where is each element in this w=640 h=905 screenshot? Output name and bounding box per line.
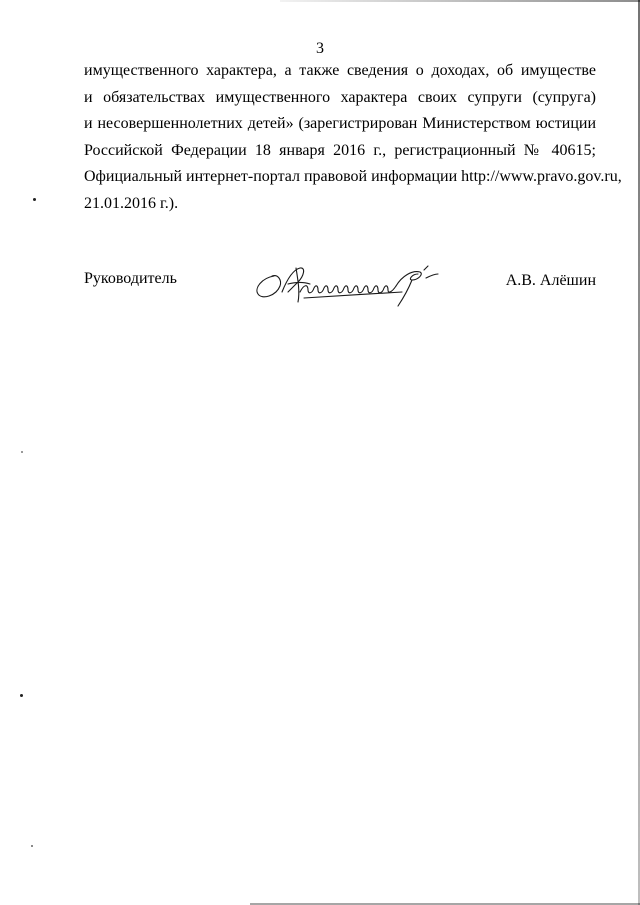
scan-speck [33,198,36,201]
body-line: и обязательствах имущественного характера своих супруги (супруга) [84,88,596,106]
body-line: Российской Федерации 18 января 2016 г., регистрационный № 40615; [84,141,596,159]
page-number: 3 [316,40,324,57]
handwritten-signature [252,262,448,308]
body-line: Официальный интернет-портал правовой информации http://www.pravo.gov.ru, [84,168,622,185]
scan-edge-top [280,0,640,2]
body-line: имущественного характера, а также сведения о доходах, об имуществе [84,62,596,79]
body-paragraph [84,58,622,217]
signatory-name: А.В. Алёшин [505,272,596,289]
body-line: 21.01.2016 г.). [84,194,179,212]
scan-speck [20,694,23,697]
scan-speck [21,451,23,453]
scan-speck [31,845,33,847]
signatory-title: Руководитель [84,270,177,287]
body-line: и несовершеннолетних детей» (зарегистрирован Министерством юстиции [84,115,596,132]
signature-block [84,268,596,308]
